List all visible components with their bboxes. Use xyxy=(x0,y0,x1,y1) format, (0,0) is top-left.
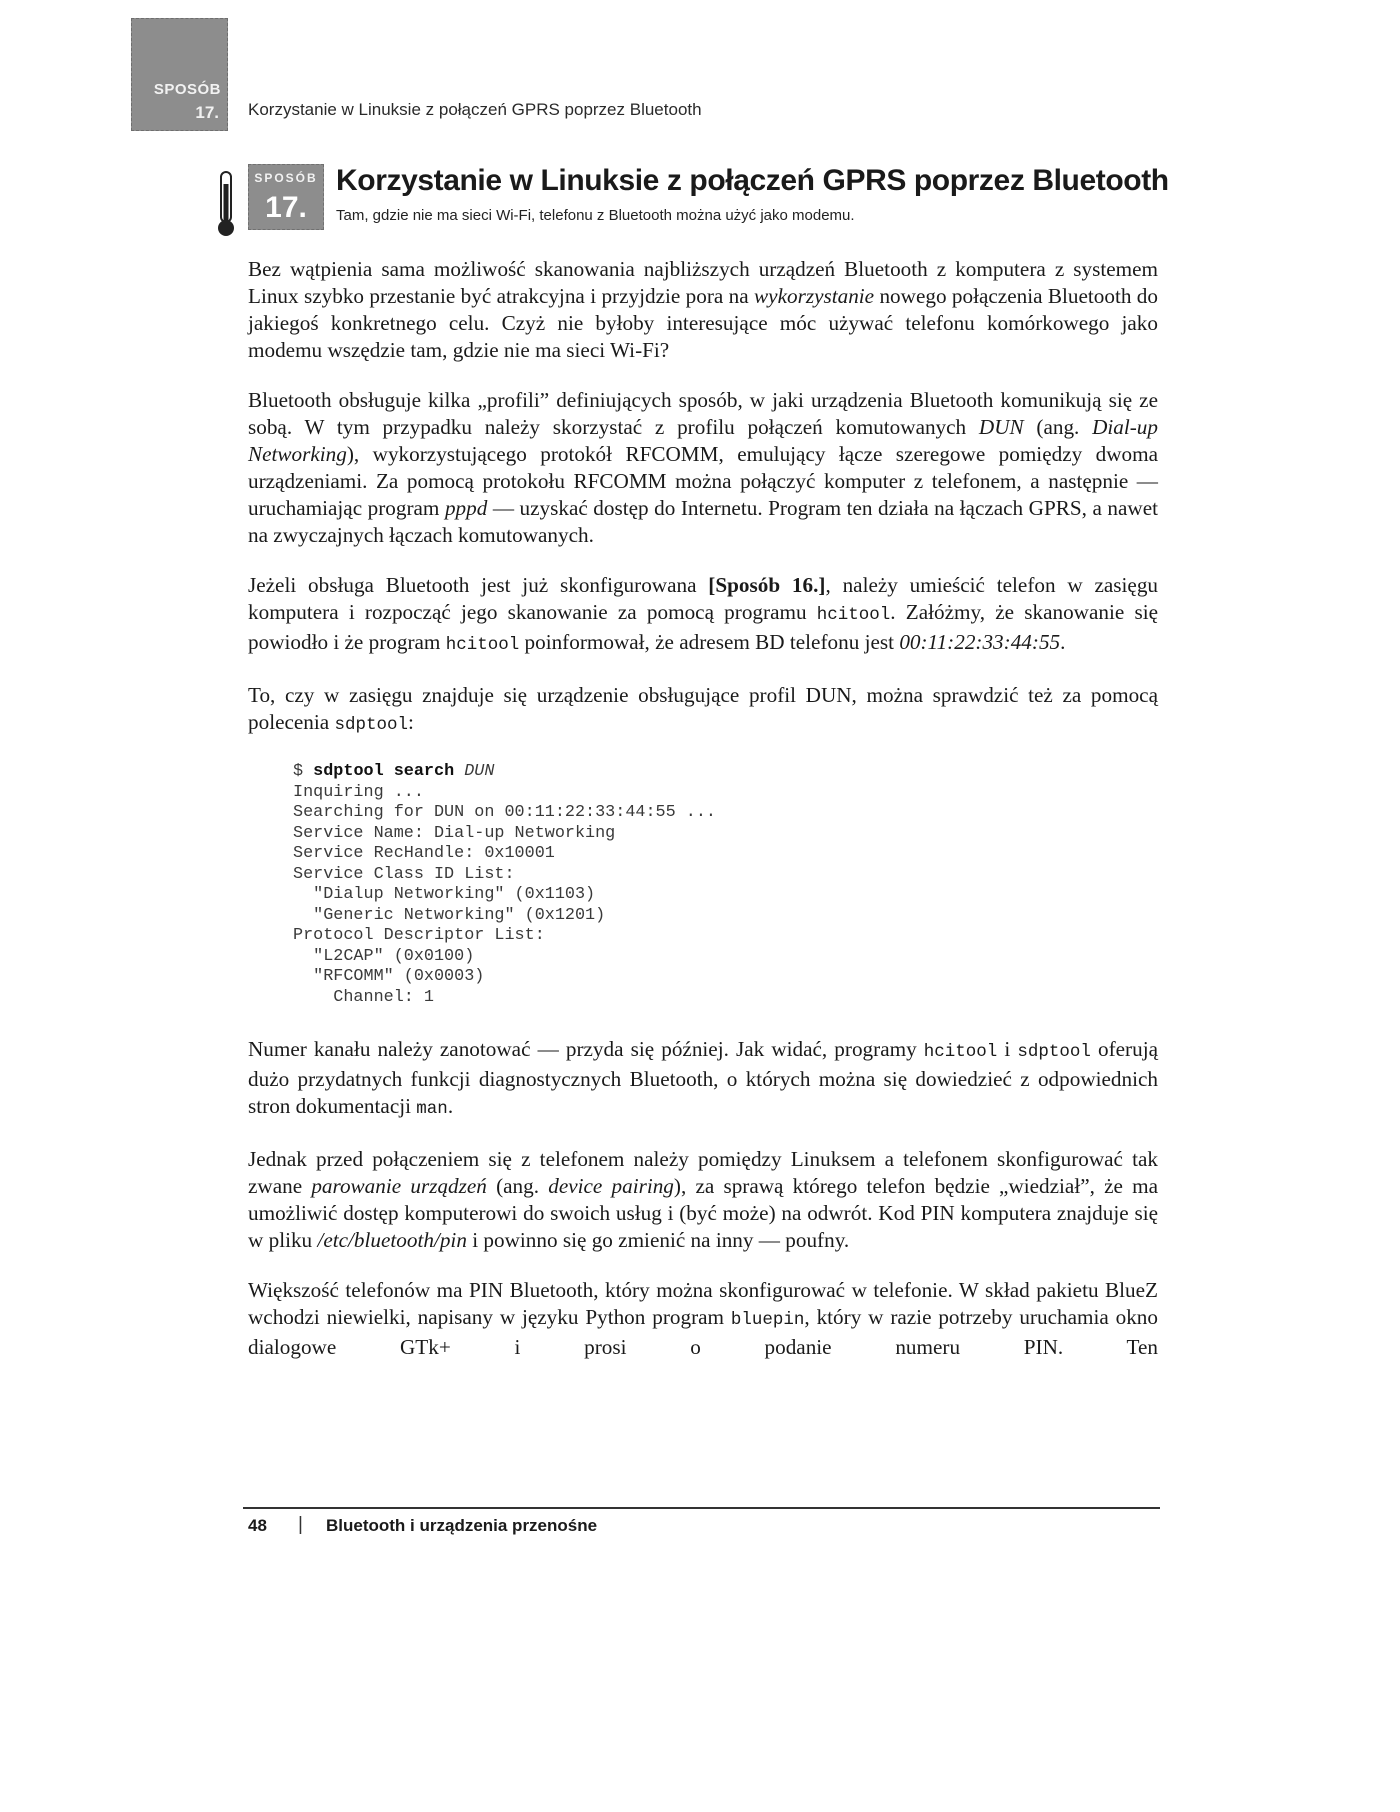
inline-code: hcitool xyxy=(445,635,520,655)
footer-rule xyxy=(243,1507,1160,1509)
running-header-title: Korzystanie w Linuksie z połączeń GPRS poprzez Bluetooth xyxy=(248,100,702,119)
paragraph: Bez wątpienia sama możliwość skanowania najbliższych urządzeń Bluetooth z komputera z systemem Linux szybko przestanie być atrakcyjna i przyjdzie pora na wykorzystanie nowego połączenia Bluetooth do jakiegoś konkretnego celu. Czyż nie byłoby interesujące móc używać telefonu komórkowego jako modemu wszędzie tam, gdzie nie ma sieci Wi-Fi? xyxy=(248,257,1158,362)
hack-badge-word: SPOSÓB xyxy=(254,171,318,185)
command-output: Inquiring ... Searching for DUN on 00:11:22:33:44:55 ... Service Name: Dial-up Networking Service RecHandle: 0x10001 Service Class ID List: "Dialup Networking" (0x1103) "Generic Networking" (0x1201) Protocol Descriptor List: "L2CAP" (0x0100) "RFCOMM" (0x0003) Channel: 1 xyxy=(293,782,716,1007)
inline-code: hcitool xyxy=(923,1042,998,1062)
inline-code: bluepin xyxy=(730,1310,805,1330)
shell-prompt: $ xyxy=(293,762,314,781)
hack-badge-number: 17. xyxy=(265,191,307,224)
inline-code: man xyxy=(416,1099,448,1119)
hack-number-badge xyxy=(248,164,324,230)
body-text xyxy=(248,256,1158,1384)
inline-code: sdptool xyxy=(1017,1042,1091,1062)
hack-title: Korzystanie w Linuksie z połączeń GPRS poprzez Bluetooth xyxy=(336,164,1169,197)
inline-code: hcitool xyxy=(816,605,891,625)
page-number: 48 xyxy=(248,1516,267,1535)
paragraph: Większość telefonów ma PIN Bluetooth, który można skonfigurować w telefonie. W skład pakietu BlueZ wchodzi niewielki, napisany w języku Python program bluepin, który w razie potrzeby uruchamia okno dialogowe GTk+ i prosi o podanie numeru PIN. Ten xyxy=(248,1278,1158,1359)
paragraph: To, czy w zasięgu znajduje się urządzenie obsługujące profil DUN, można sprawdzić też za pomocą polecenia sdptool: xyxy=(248,683,1158,735)
cross-reference: [Sposób 16.] xyxy=(708,573,826,597)
code-listing xyxy=(293,762,1158,1008)
paragraph: Jeżeli obsługa Bluetooth jest już skonfigurowana [Sposób 16.], należy umieścić telefon w zasięgu komputera i rozpocząć jego skanowanie za pomocą programu hcitool. Załóżmy, że skanowanie się powiodło i że program hcitool poinformował, że adresem BD telefonu jest 00:11:22:33:44:55. xyxy=(248,573,1159,655)
inline-code: sdptool xyxy=(334,715,408,735)
paragraph: Bluetooth obsługuje kilka „profili” definiujących sposób, w jaki urządzenia Bluetooth komunikują się ze sobą. W tym przypadku należy skorzystać z profilu połączeń komutowanych DUN (ang. Dial-up Networking), wykorzystującego protokół RFCOMM, emulujący łącze szeregowe pomiędzy dwoma urządzeniami. Za pomocą protokołu RFCOMM można połączyć komputer z telefonem, a następnie — uruchamiając program pppd — uzyskać dostęp do Internetu. Program ten działa na łączach GPRS, a nawet na zwyczajnych łączach komutowanych. xyxy=(248,388,1159,547)
chapter-tab-word: SPOSÓB xyxy=(153,81,221,98)
file-path: /etc/bluetooth/pin xyxy=(317,1228,467,1252)
shell-argument: DUN xyxy=(464,762,495,781)
shell-command: sdptool search xyxy=(313,762,455,781)
thermometer-icon xyxy=(215,170,237,238)
paragraph: Jednak przed połączeniem się z telefonem należy pomiędzy Linuksem a telefonem skonfigurować tak zwane parowanie urządzeń (ang. device pairing), za sprawą którego telefon będzie „wiedział”, że ma umożliwić dostęp komputerowi do swoich usług i (być może) na odwrót. Kod PIN komputera znajduje się w pliku /etc/bluetooth/pin i powinno się go zmienić na inny — poufny. xyxy=(248,1147,1159,1252)
paragraph: Numer kanału należy zanotować — przyda się później. Jak widać, programy hcitool i sdptool oferują dużo przydatnych funkcji diagnostycznych Bluetooth, o których można się dowiedzieć z odpowiednich stron dokumentacji man. xyxy=(248,1037,1158,1119)
footer-separator: | xyxy=(298,1514,303,1535)
hack-subtitle: Tam, gdzie nie ma sieci Wi-Fi, telefonu z Bluetooth można użyć jako modemu. xyxy=(336,207,855,224)
footer-chapter-title: Bluetooth i urządzenia przenośne xyxy=(326,1516,598,1535)
chapter-tab xyxy=(131,18,228,131)
chapter-tab-number: 17. xyxy=(195,103,219,122)
